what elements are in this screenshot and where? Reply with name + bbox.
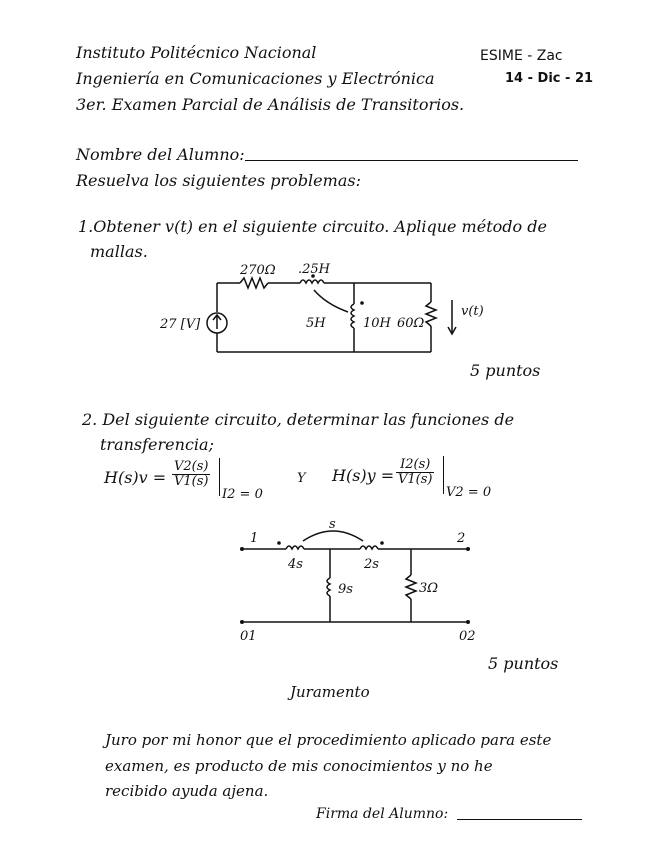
conjunction: Y: [297, 471, 306, 486]
oath-title: Juramento: [290, 683, 370, 701]
terminal-2: [466, 547, 470, 551]
terminal-2p: [466, 620, 470, 624]
resistor-3-symbol: [406, 575, 416, 599]
problem2-points: 5 puntos: [488, 654, 559, 673]
student-name-label: Nombre del Alumno:: [76, 145, 245, 164]
c2-node2: 2: [457, 531, 466, 546]
c1-r1-label: 270Ω: [240, 263, 276, 278]
program-name: Ingeniería en Comunicaciones y Electrónica: [76, 69, 435, 88]
c2-l3-label: 9s: [338, 582, 353, 597]
problem2-statement-line2: transferencia;: [100, 435, 214, 454]
problem1-points: 5 puntos: [470, 361, 541, 380]
exam-date: 14 - Dic - 21: [505, 71, 594, 86]
h1-fraction: [172, 460, 210, 489]
h1-lhs: H(s)v =: [104, 468, 167, 487]
problem1-statement-line2: mallas.: [90, 242, 148, 261]
c1-mutual-label: 5H: [306, 316, 326, 331]
c2-mutual-label: s: [329, 517, 336, 532]
inductor-9s-symbol: [327, 578, 330, 596]
c2-node1: 1: [250, 531, 259, 546]
h2-eval-bar: [443, 456, 444, 494]
c2-dot-4s: [277, 541, 281, 545]
c1-l2-label: 10H: [363, 316, 391, 331]
h2-condition: V2 = 0: [446, 485, 492, 500]
c1-output-label: v(t): [461, 304, 484, 319]
mutual-coupling-arc: [314, 290, 348, 312]
h1-numerator: V2(s): [174, 459, 209, 474]
circuit2: [242, 531, 468, 622]
c2-dot-2s: [380, 541, 384, 545]
oath-line2: examen, es producto de mis conocimientos y no he: [105, 757, 493, 775]
school-code: ESIME - Zac: [480, 48, 563, 64]
dot-marker-l2: [360, 301, 364, 305]
problem1-statement-line1: 1.Obtener v(t) en el siguiente circuito. Aplique método de: [78, 217, 547, 236]
inductor-4s-symbol: [286, 546, 304, 549]
c2-node2p: 02: [459, 629, 476, 644]
signature-label: Firma del Alumno:: [316, 806, 449, 822]
oath-line3: recibido ayuda ajena.: [105, 782, 269, 800]
terminal-1: [240, 547, 244, 551]
c2-l2-label: 2s: [364, 557, 379, 572]
c2-node1p: 01: [240, 629, 257, 644]
h2-denominator: V1(s): [398, 472, 433, 487]
inductor-025-symbol: [300, 280, 324, 283]
oath-line1: Juro por mi honor que el procedimiento aplicado para este: [105, 731, 552, 749]
terminal-1p: [240, 620, 244, 624]
c2-r-label: 3Ω: [419, 581, 439, 596]
institution-name: Instituto Politécnico Nacional: [76, 43, 317, 62]
c2-l1-label: 4s: [288, 557, 303, 572]
h1-eval-bar: [219, 458, 220, 496]
inductor-2s-symbol: [360, 546, 378, 549]
instructions: Resuelva los siguientes problemas:: [76, 171, 361, 190]
c1-l1-label: .25H: [298, 262, 331, 277]
signature-line[interactable]: [457, 819, 582, 820]
h1-denominator: V1(s): [174, 474, 209, 489]
h2-fraction: [396, 458, 434, 487]
c1-source-label: 27 [V]: [160, 317, 201, 332]
c1-r2-label: 60Ω: [397, 316, 425, 331]
h2-lhs: H(s)y =: [332, 466, 395, 485]
inductor-10h-symbol: [351, 304, 354, 328]
h1-condition: I2 = 0: [222, 487, 263, 502]
resistor-60-symbol: [426, 302, 436, 326]
problem2-statement-line1: 2. Del siguiente circuito, determinar las funciones de: [82, 410, 515, 429]
h2-numerator: I2(s): [396, 458, 434, 473]
exam-title: 3er. Examen Parcial de Análisis de Transitorios.: [76, 95, 465, 114]
